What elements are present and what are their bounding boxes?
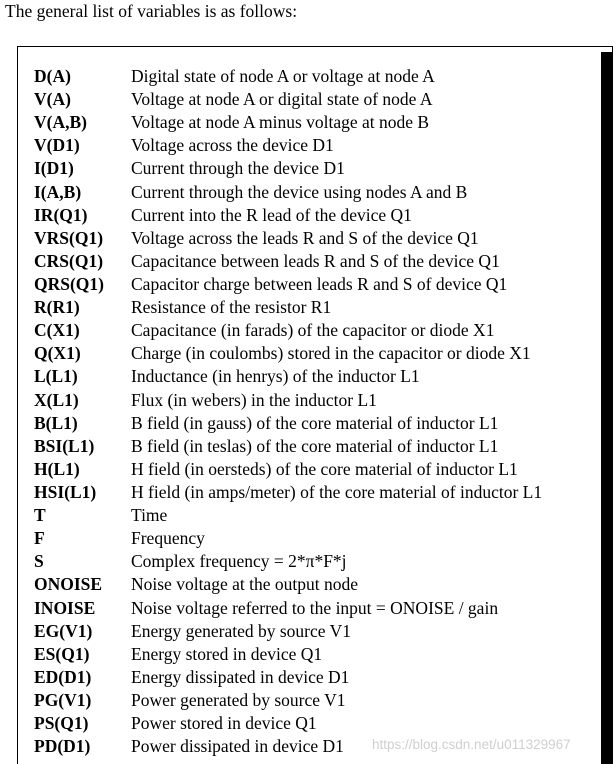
variable-description: Energy stored in device Q1: [131, 643, 323, 664]
variable-name: T: [34, 505, 46, 526]
variable-name: ONOISE: [34, 574, 103, 595]
variable-name: ED(D1): [34, 666, 92, 687]
variable-name: Q(X1): [34, 343, 81, 364]
variable-description: Energy dissipated in device D1: [131, 666, 350, 687]
variable-name: ES(Q1): [34, 643, 90, 664]
variable-row: [34, 597, 542, 620]
variable-row: [34, 573, 542, 596]
variable-description: Capacitor charge between leads R and S of device Q1: [131, 273, 508, 294]
variable-description: Capacitance (in farads) of the capacitor or diode X1: [131, 320, 495, 341]
variable-name: D(A): [34, 66, 71, 86]
variable-row: [34, 157, 542, 180]
variable-row: [34, 250, 542, 273]
variable-name: I(A,B): [34, 181, 82, 202]
variable-name: V(A,B): [34, 112, 87, 133]
variable-description: Capacitance between leads R and S of the device Q1: [131, 250, 500, 271]
variable-row: [34, 527, 542, 550]
variable-description: H field (in oersteds) of the core material of inductor L1: [131, 458, 518, 479]
variable-description: Noise voltage at the output node: [131, 574, 358, 595]
variable-name: C(X1): [34, 320, 80, 341]
variable-description: Energy generated by source V1: [131, 620, 351, 641]
variable-name: PG(V1): [34, 689, 92, 710]
variable-name: L(L1): [34, 366, 78, 387]
variable-row: [34, 88, 542, 111]
variable-row: [34, 712, 542, 735]
variable-name: INOISE: [34, 597, 96, 618]
variable-name: X(L1): [34, 389, 79, 410]
variable-name: EG(V1): [34, 620, 93, 641]
variable-row: [34, 481, 542, 504]
variable-row: [34, 181, 542, 204]
variable-name: CRS(Q1): [34, 250, 104, 271]
variable-row: [34, 412, 542, 435]
variable-description: Frequency: [131, 528, 205, 549]
variable-row: [34, 204, 542, 227]
variable-description: Power stored in device Q1: [131, 713, 317, 734]
variable-description: Flux (in webers) in the inductor L1: [131, 389, 377, 410]
variable-row: [34, 296, 542, 319]
variable-description: Voltage at node A or digital state of node A: [131, 89, 433, 110]
variable-row: [34, 389, 542, 412]
variable-name: BSI(L1): [34, 435, 95, 456]
variable-row: [34, 550, 542, 573]
variable-row: [34, 319, 542, 342]
variable-description: Current through the device D1: [131, 158, 345, 179]
variable-description: Voltage across the leads R and S of the device Q1: [131, 227, 479, 248]
variable-name: V(D1): [34, 135, 80, 156]
variable-description: Digital state of node A or voltage at node A: [131, 66, 435, 86]
variable-name: F: [34, 528, 45, 549]
variable-name: PD(D1): [34, 736, 91, 757]
variable-name: VRS(Q1): [34, 227, 104, 248]
variable-description: Current through the device using nodes A and B: [131, 181, 468, 202]
variable-description: Resistance of the resistor R1: [131, 297, 332, 318]
variable-description: Complex frequency = 2*π*F*j: [131, 551, 347, 572]
variable-name: QRS(Q1): [34, 273, 104, 294]
variable-name: PS(Q1): [34, 713, 89, 734]
variable-name: H(L1): [34, 458, 80, 479]
variable-name: S: [34, 551, 44, 572]
variable-name: IR(Q1): [34, 204, 88, 225]
variable-name: HSI(L1): [34, 481, 97, 502]
variable-row: [34, 111, 542, 134]
variable-row: [34, 689, 542, 712]
variable-row: [34, 643, 542, 666]
variable-row: [34, 458, 542, 481]
variable-row: [34, 365, 542, 388]
variable-description: H field (in amps/meter) of the core material of inductor L1: [131, 481, 543, 502]
variable-description: Charge (in coulombs) stored in the capacitor or diode X1: [131, 343, 531, 364]
variable-description: Voltage across the device D1: [131, 135, 334, 156]
variable-row: [34, 620, 542, 643]
variable-row: [34, 134, 542, 157]
variable-name: B(L1): [34, 412, 78, 433]
variable-description: Noise voltage referred to the input = ONOISE / gain: [131, 597, 499, 618]
variable-row: [34, 666, 542, 689]
variable-row: [34, 227, 542, 250]
variable-description: Power generated by source V1: [131, 689, 346, 710]
variable-description: B field (in teslas) of the core material of inductor L1: [131, 435, 499, 456]
variables-list: [34, 65, 542, 758]
variable-description: B field (in gauss) of the core material of inductor L1: [131, 412, 499, 433]
variable-row: [34, 65, 542, 88]
variable-name: V(A): [34, 89, 71, 110]
intro-text: The general list of variables is as follows:: [5, 1, 298, 21]
watermark-url: https://blog.csdn.net/u011329967: [372, 737, 571, 752]
variable-description: Inductance (in henrys) of the inductor L1: [131, 366, 420, 387]
variable-name: I(D1): [34, 158, 74, 179]
variable-row: [34, 273, 542, 296]
variable-description: Current into the R lead of the device Q1: [131, 204, 412, 225]
variable-row: [34, 504, 542, 527]
variable-description: Time: [131, 505, 168, 526]
variable-description: Power dissipated in device D1: [131, 736, 344, 757]
variable-description: Voltage at node A minus voltage at node B: [131, 112, 430, 133]
variable-row: [34, 342, 542, 365]
variable-row: [34, 435, 542, 458]
variable-name: R(R1): [34, 297, 80, 318]
